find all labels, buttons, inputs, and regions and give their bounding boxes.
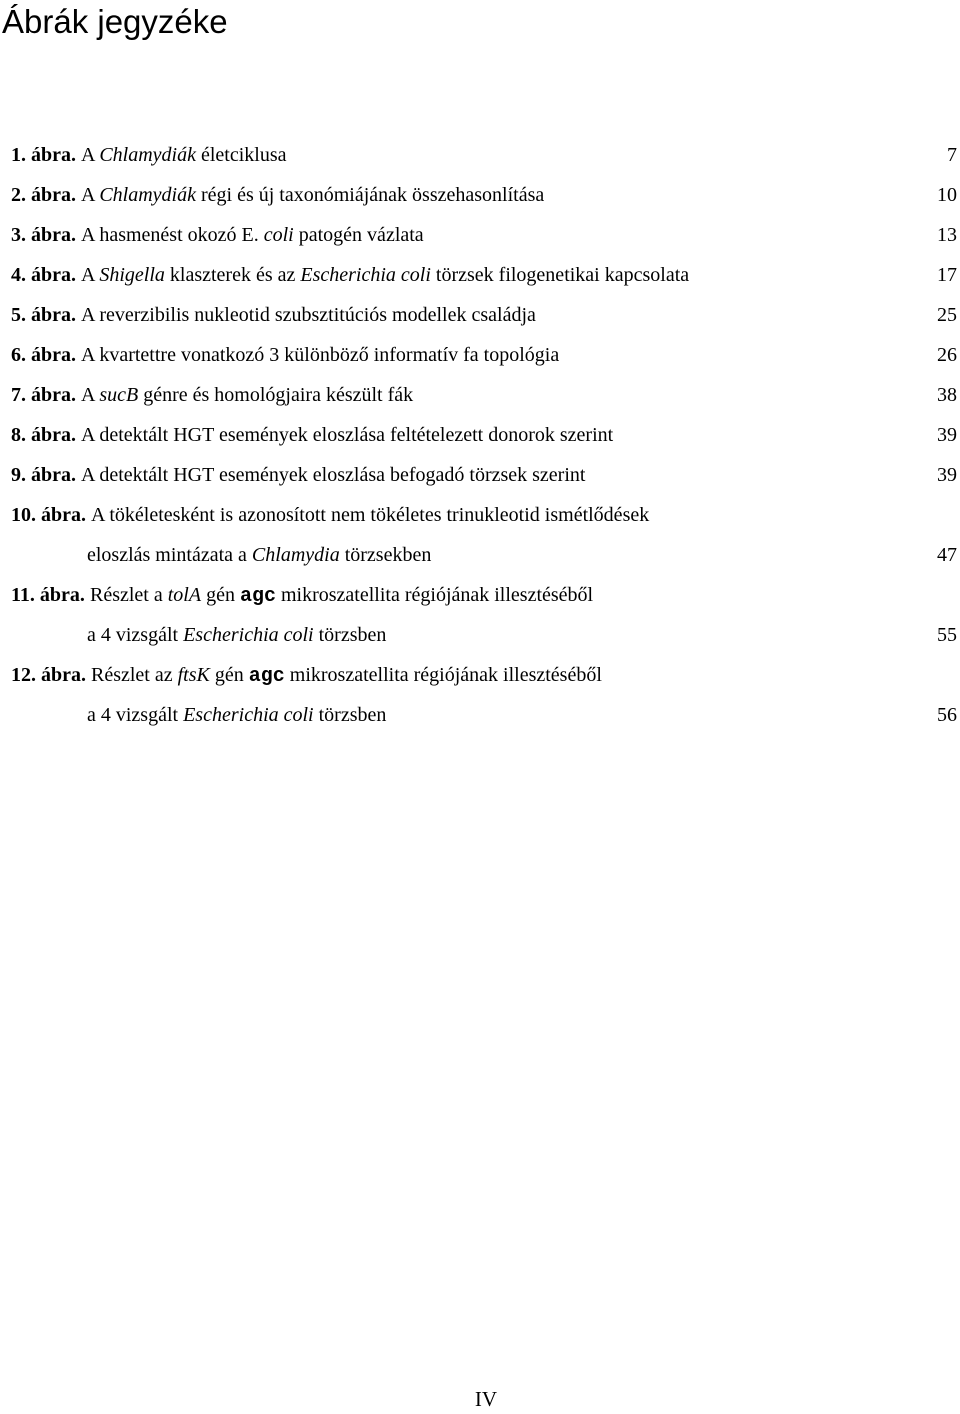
figure-caption <box>81 300 536 330</box>
caption-text: Részlet a <box>90 584 168 606</box>
figure-label: 7. ábra. <box>11 384 76 406</box>
figure-label: 4. ábra. <box>11 264 76 286</box>
figure-page-number: 38 <box>937 384 957 406</box>
caption-text: Részlet az <box>91 664 178 686</box>
figure-label: 11. ábra. <box>11 584 85 606</box>
caption-text: A detektált HGT események eloszlása feltételezett donorok szerint <box>81 424 614 446</box>
figure-label: 3. ábra. <box>11 224 76 246</box>
italic-term: Chlamydiák <box>99 184 196 206</box>
caption-text: gén <box>201 584 240 606</box>
figure-entry <box>0 380 960 410</box>
figure-caption <box>81 460 585 490</box>
figure-label: 5. ábra. <box>11 304 76 326</box>
italic-term: coli <box>263 224 294 246</box>
figure-caption <box>87 540 431 570</box>
caption-text: A hasmenést okozó E. <box>81 224 264 246</box>
italic-term: Escherichia coli <box>183 704 314 726</box>
figure-entry <box>0 180 960 210</box>
figure-entry <box>0 660 960 690</box>
figure-caption <box>91 500 649 530</box>
figure-page-number: 10 <box>937 184 957 206</box>
italic-term: Chlamydia <box>251 544 340 566</box>
caption-text: törzsben <box>313 624 387 646</box>
figure-page-number: 7 <box>947 144 957 166</box>
figure-label: 10. ábra. <box>11 504 86 526</box>
figure-label: 12. ábra. <box>11 664 86 686</box>
caption-text: gén <box>209 664 249 686</box>
page-title: Ábrák jegyzéke <box>2 3 228 40</box>
caption-text: a 4 vizsgált <box>87 624 184 646</box>
figure-page-number: 13 <box>937 224 957 246</box>
caption-text: mikroszatellita régiójának illesztéséből <box>284 664 602 686</box>
figure-entry-continuation <box>0 540 960 570</box>
figure-caption <box>90 580 593 612</box>
caption-text: A <box>81 264 100 286</box>
figure-caption <box>81 420 613 450</box>
figure-label: 8. ábra. <box>11 424 76 446</box>
caption-text: A reverzibilis nukleotid szubsztitúciós modellek családja <box>81 304 536 326</box>
figure-caption <box>91 660 602 692</box>
figure-entry <box>0 420 960 450</box>
figure-entry <box>0 340 960 370</box>
caption-text: A tökéletesként is azonosított nem tökéletes trinukleotid ismétlődések <box>91 504 650 526</box>
figure-page-number: 55 <box>937 624 957 646</box>
figure-entry-continuation <box>0 700 960 730</box>
italic-term: Escherichia coli <box>183 624 314 646</box>
figure-entry <box>0 460 960 490</box>
figure-label: 1. ábra. <box>11 144 76 166</box>
caption-text: életciklusa <box>196 144 287 166</box>
caption-text: A kvartettre vonatkozó 3 különböző informatív fa topológia <box>81 344 560 366</box>
figure-page-number: 25 <box>937 304 957 326</box>
caption-text: a 4 vizsgált <box>87 704 184 726</box>
caption-text: génre és homológjaira készült fák <box>138 384 414 406</box>
figure-caption <box>81 220 424 250</box>
italic-term: tolA <box>167 584 202 606</box>
figure-caption <box>81 140 287 170</box>
figure-page-number: 17 <box>937 264 957 286</box>
figure-label: 6. ábra. <box>11 344 76 366</box>
caption-text: A <box>81 184 100 206</box>
figure-entry <box>0 300 960 330</box>
code-fragment: agc <box>248 665 285 688</box>
caption-text: eloszlás mintázata a <box>87 544 252 566</box>
italic-term: Chlamydiák <box>99 144 196 166</box>
figure-entry <box>0 500 960 530</box>
figure-entry-continuation <box>0 620 960 650</box>
figure-caption <box>87 620 386 650</box>
page-number: IV <box>474 1387 498 1411</box>
caption-text: mikroszatellita régiójának illesztéséből <box>276 584 594 606</box>
figure-page-number: 56 <box>937 704 957 726</box>
figure-entry <box>0 580 960 610</box>
figure-entry <box>0 220 960 250</box>
caption-text: A <box>81 144 100 166</box>
caption-text: A detektált HGT események eloszlása befogadó törzsek szerint <box>81 464 586 486</box>
italic-term: Shigella <box>99 264 165 286</box>
caption-text: törzsekben <box>339 544 432 566</box>
code-fragment: agc <box>239 585 276 608</box>
caption-text: törzsek filogenetikai kapcsolata <box>430 264 690 286</box>
figure-page-number: 47 <box>937 544 957 566</box>
figure-caption <box>81 340 559 370</box>
figure-page-number: 39 <box>937 464 957 486</box>
figure-label: 9. ábra. <box>11 464 76 486</box>
italic-term: sucB <box>99 384 139 406</box>
figure-caption <box>81 260 689 290</box>
italic-term: ftsK <box>177 664 210 686</box>
figure-caption <box>81 380 413 410</box>
caption-text: régi és új taxonómiájának összehasonlítása <box>196 184 545 206</box>
figure-label: 2. ábra. <box>11 184 76 206</box>
caption-text: klaszterek és az <box>164 264 301 286</box>
caption-text: törzsben <box>313 704 387 726</box>
italic-term: Escherichia coli <box>300 264 431 286</box>
figure-caption <box>81 180 544 210</box>
figure-page-number: 26 <box>937 344 957 366</box>
caption-text: A <box>81 384 100 406</box>
figure-entry <box>0 260 960 290</box>
figure-page-number: 39 <box>937 424 957 446</box>
caption-text: patogén vázlata <box>293 224 424 246</box>
figure-caption <box>87 700 386 730</box>
figure-entry <box>0 140 960 170</box>
